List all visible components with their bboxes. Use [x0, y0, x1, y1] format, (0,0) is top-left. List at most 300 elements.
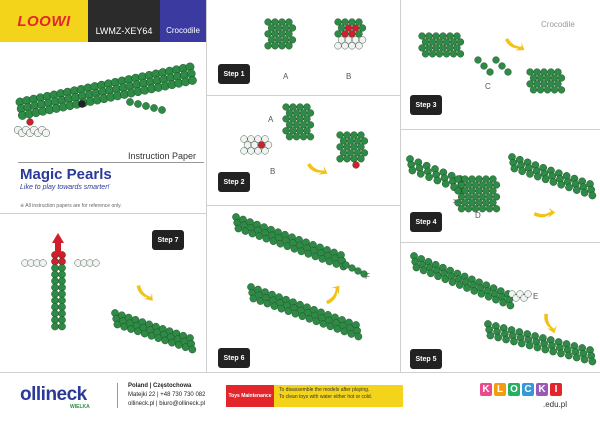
maintenance-text [274, 385, 403, 407]
bead [447, 45, 454, 52]
bead [573, 354, 580, 361]
bead [297, 104, 304, 111]
bead [537, 75, 544, 82]
bead [51, 271, 58, 278]
bead [337, 144, 344, 151]
bead [258, 142, 265, 149]
bead [550, 348, 557, 355]
bead [342, 42, 349, 49]
bead [268, 25, 275, 32]
part-label-e: E [533, 292, 539, 301]
bead [40, 260, 47, 267]
bead [351, 155, 358, 162]
bead [419, 33, 426, 40]
bead [289, 25, 296, 32]
bead [581, 356, 588, 363]
bead [358, 132, 365, 139]
footer-logo-text: ollineck [20, 384, 87, 405]
model-title: Crocodile [541, 20, 575, 29]
bead [534, 69, 541, 76]
bead [347, 149, 354, 156]
bead [433, 33, 440, 40]
bead [58, 310, 65, 317]
brand-logo [0, 0, 88, 42]
bead [58, 290, 65, 297]
bead [340, 138, 347, 145]
bead [126, 98, 133, 105]
footer-logo-sub: WIELKA [70, 404, 90, 410]
klocki-letter: C [522, 383, 534, 396]
bead [487, 69, 494, 76]
bead [286, 133, 293, 140]
bead [300, 110, 307, 117]
klocki-letter: K [536, 383, 548, 396]
bead [340, 149, 347, 156]
bead [469, 199, 476, 206]
bead [481, 63, 488, 70]
bead [462, 199, 469, 206]
step-6-badge: Step 6 [218, 348, 250, 368]
direction-arrow-icon [323, 283, 343, 307]
bead [544, 86, 551, 93]
bead [51, 310, 58, 317]
bead [351, 132, 358, 139]
bead [290, 116, 297, 123]
bead [279, 42, 286, 49]
bead [51, 264, 58, 271]
bead [476, 188, 483, 195]
bead [355, 333, 362, 340]
bead [490, 188, 497, 195]
bead [359, 36, 366, 43]
bead [457, 50, 464, 57]
bead [558, 181, 565, 188]
bead [93, 260, 100, 267]
bead [51, 297, 58, 304]
bead [354, 149, 361, 156]
bead [275, 36, 282, 43]
bead [304, 127, 311, 134]
part-label-f: F [365, 272, 370, 281]
direction-arrow-icon [540, 311, 560, 335]
model-code [88, 0, 160, 42]
direction-arrow-icon [133, 282, 156, 304]
bead [142, 102, 149, 109]
bead [262, 136, 269, 143]
bead [550, 178, 557, 185]
bead [349, 265, 356, 272]
bead [307, 110, 314, 117]
bead [510, 338, 517, 345]
bead [493, 193, 500, 200]
bead [58, 264, 65, 271]
bead [265, 31, 272, 38]
bead [300, 133, 307, 140]
bead [475, 57, 482, 64]
bead [248, 148, 255, 155]
bead [272, 31, 279, 38]
klocki-site: .edu.pl [543, 400, 568, 409]
bead [442, 180, 449, 187]
bead [526, 342, 533, 349]
part-label-a: A [283, 72, 289, 81]
bead [304, 104, 311, 111]
direction-arrow-icon [305, 160, 329, 177]
bead [465, 205, 472, 212]
bead [342, 19, 349, 26]
bead [58, 258, 65, 265]
maintenance-line: To clean toys with water either hot or cold. [279, 394, 373, 400]
bead [283, 127, 290, 134]
bead [22, 260, 29, 267]
bead [307, 133, 314, 140]
address-line: Matejki 22 | +48 730 730 082 [128, 392, 206, 398]
bead [361, 149, 368, 156]
address-line: Poland | Częstochowa [128, 383, 192, 389]
klocki-letter: O [508, 383, 520, 396]
bead [476, 199, 483, 206]
bead [534, 81, 541, 88]
bead [51, 290, 58, 297]
bead [426, 33, 433, 40]
bead [28, 260, 35, 267]
direction-arrow-icon [533, 207, 556, 221]
bead [352, 25, 359, 32]
bead [483, 199, 490, 206]
bead [581, 189, 588, 196]
bead [189, 346, 196, 353]
bead [248, 136, 255, 143]
bead [589, 358, 596, 365]
bead [434, 177, 441, 184]
bead [537, 86, 544, 93]
bead [293, 133, 300, 140]
bead [42, 129, 50, 137]
bead [188, 76, 196, 84]
bead [338, 25, 345, 32]
bead [417, 170, 424, 177]
bead [304, 116, 311, 123]
bead [518, 340, 525, 347]
bead [27, 119, 34, 126]
bead [349, 19, 356, 26]
bead [275, 25, 282, 32]
step-3-badge: Step 3 [410, 95, 442, 115]
bead [526, 170, 533, 177]
bead [81, 260, 88, 267]
bead [337, 132, 344, 139]
bead [534, 173, 541, 180]
part-label-b: B [270, 167, 276, 176]
bead [486, 182, 493, 189]
bead [290, 127, 297, 134]
bead [493, 205, 500, 212]
bead [286, 121, 293, 128]
bead [469, 176, 476, 183]
bead [361, 138, 368, 145]
bead [429, 50, 436, 57]
bead [476, 176, 483, 183]
bead [279, 19, 286, 26]
bead [272, 19, 279, 26]
bead [265, 19, 272, 26]
bead [58, 284, 65, 291]
bead [255, 136, 262, 143]
bead [479, 182, 486, 189]
bead [265, 142, 272, 149]
bead [51, 323, 58, 330]
step-1-badge: Step 1 [218, 64, 250, 84]
bead [58, 277, 65, 284]
bead [356, 31, 363, 38]
bead [58, 271, 65, 278]
bead [519, 168, 526, 175]
bead [455, 188, 462, 195]
bead [342, 31, 349, 38]
bead [422, 50, 429, 57]
bead [293, 110, 300, 117]
bead [58, 297, 65, 304]
bead [454, 45, 461, 52]
bead [300, 121, 307, 128]
bead [349, 31, 356, 38]
bead [426, 45, 433, 52]
bead [344, 144, 351, 151]
step-6-illustration [206, 205, 400, 372]
bead [352, 36, 359, 43]
bead [551, 75, 558, 82]
bead [241, 148, 248, 155]
bead [282, 25, 289, 32]
step-5-badge: Step 5 [410, 349, 442, 369]
bead [358, 155, 365, 162]
bead [465, 193, 472, 200]
instruction-label: Instruction Paper [128, 151, 197, 161]
bead [429, 39, 436, 46]
bead [290, 104, 297, 111]
address-line: ollineck.pl | biuro@ollineck.pl [128, 401, 206, 407]
bead [565, 184, 572, 191]
bead [443, 50, 450, 57]
bead [150, 104, 157, 111]
bead [541, 81, 548, 88]
bead [455, 176, 462, 183]
bead [589, 192, 596, 199]
bead [558, 75, 565, 82]
bead [344, 132, 351, 139]
brand-tagline: Like to play towards smarter! [20, 184, 110, 191]
bead [272, 42, 279, 49]
bead [458, 182, 465, 189]
bead [565, 352, 572, 359]
klocki-letter: K [480, 383, 492, 396]
bead [286, 42, 293, 49]
bead [337, 155, 344, 162]
bead [511, 165, 518, 172]
bead [458, 205, 465, 212]
bead [335, 42, 342, 49]
part-label-d: D [475, 211, 481, 220]
bead [530, 75, 537, 82]
bead [557, 350, 564, 357]
bead [349, 42, 356, 49]
bead [51, 316, 58, 323]
bead [499, 63, 506, 70]
step-7-badge: Step 7 [152, 230, 184, 250]
count-hint: 3+1 [453, 199, 462, 205]
bead [495, 334, 502, 341]
brand-logo-text: LOOWI [17, 12, 71, 30]
bead [289, 36, 296, 43]
bead [409, 167, 416, 174]
bead [469, 188, 476, 195]
bead [505, 69, 512, 76]
bead [433, 45, 440, 52]
bead [507, 302, 514, 309]
bead [87, 260, 94, 267]
bead [490, 176, 497, 183]
divider [0, 372, 600, 373]
bead [283, 104, 290, 111]
bead [354, 138, 361, 145]
bead [255, 148, 262, 155]
part-label-b: B [346, 72, 352, 81]
bead [425, 174, 432, 181]
maintenance-label: Toys Maintenance [226, 385, 274, 407]
bead [525, 291, 532, 298]
bead [490, 199, 497, 206]
bead [555, 69, 562, 76]
bead [502, 336, 509, 343]
bead [483, 176, 490, 183]
bead [293, 121, 300, 128]
footer-address [128, 382, 205, 409]
bead [493, 182, 500, 189]
bead [436, 50, 443, 57]
bead [58, 303, 65, 310]
bead [541, 69, 548, 76]
model-name-tag [160, 0, 206, 42]
bead [422, 39, 429, 46]
bead [472, 182, 479, 189]
bead [440, 45, 447, 52]
part-label-c: C [485, 82, 491, 91]
bead [286, 110, 293, 117]
bead [338, 36, 345, 43]
bead [51, 277, 58, 284]
bead [347, 138, 354, 145]
bead [345, 25, 352, 32]
bead [75, 260, 82, 267]
bead [487, 332, 494, 339]
bead [443, 39, 450, 46]
bead [58, 316, 65, 323]
bead [335, 31, 342, 38]
bead [465, 182, 472, 189]
bead [548, 81, 555, 88]
bead [343, 262, 350, 269]
bead [573, 187, 580, 194]
bead [558, 86, 565, 93]
bead [307, 121, 314, 128]
bead [544, 75, 551, 82]
bead [51, 284, 58, 291]
step-4-badge: Step 4 [410, 212, 442, 232]
bead [457, 39, 464, 46]
bead [450, 50, 457, 57]
bead [359, 25, 366, 32]
bead [356, 42, 363, 49]
bead [447, 33, 454, 40]
bead [530, 86, 537, 93]
bead [436, 39, 443, 46]
bead [353, 162, 360, 169]
brand-title: Magic Pearls [20, 166, 112, 183]
bead [486, 205, 493, 212]
bead [286, 19, 293, 26]
klocki-letter: I [550, 383, 562, 396]
bead [450, 39, 457, 46]
bead [34, 260, 41, 267]
bead [486, 193, 493, 200]
bead [548, 69, 555, 76]
bead [527, 69, 534, 76]
model-name-text: Crocodile [166, 26, 200, 35]
bead [268, 36, 275, 43]
bead [534, 344, 541, 351]
bead [78, 100, 85, 107]
bead [335, 19, 342, 26]
step-2-badge: Step 2 [218, 172, 250, 192]
bead [483, 188, 490, 195]
bead [241, 136, 248, 143]
bead [542, 176, 549, 183]
bead [527, 81, 534, 88]
bead [542, 346, 549, 353]
bead [297, 116, 304, 123]
bead [351, 144, 358, 151]
bead [279, 31, 286, 38]
part-label-a: A [268, 115, 274, 124]
bead [262, 148, 269, 155]
bead [355, 268, 362, 275]
bead [134, 100, 141, 107]
bead [51, 303, 58, 310]
bead [344, 155, 351, 162]
bead [51, 258, 58, 265]
bead [479, 193, 486, 200]
bead [345, 36, 352, 43]
footer-divider [117, 383, 118, 408]
bead [462, 176, 469, 183]
bead [58, 323, 65, 330]
bead [282, 36, 289, 43]
bead [297, 127, 304, 134]
bead [493, 57, 500, 64]
instruction-underline [18, 162, 204, 163]
bead [454, 33, 461, 40]
bead [472, 193, 479, 200]
bead [462, 188, 469, 195]
bead [244, 142, 251, 149]
direction-arrow-icon [503, 35, 527, 53]
bead [286, 31, 293, 38]
klocki-logo [480, 383, 562, 396]
bead [440, 33, 447, 40]
bead [251, 142, 258, 149]
klocki-letter: L [494, 383, 506, 396]
bead [158, 106, 165, 113]
